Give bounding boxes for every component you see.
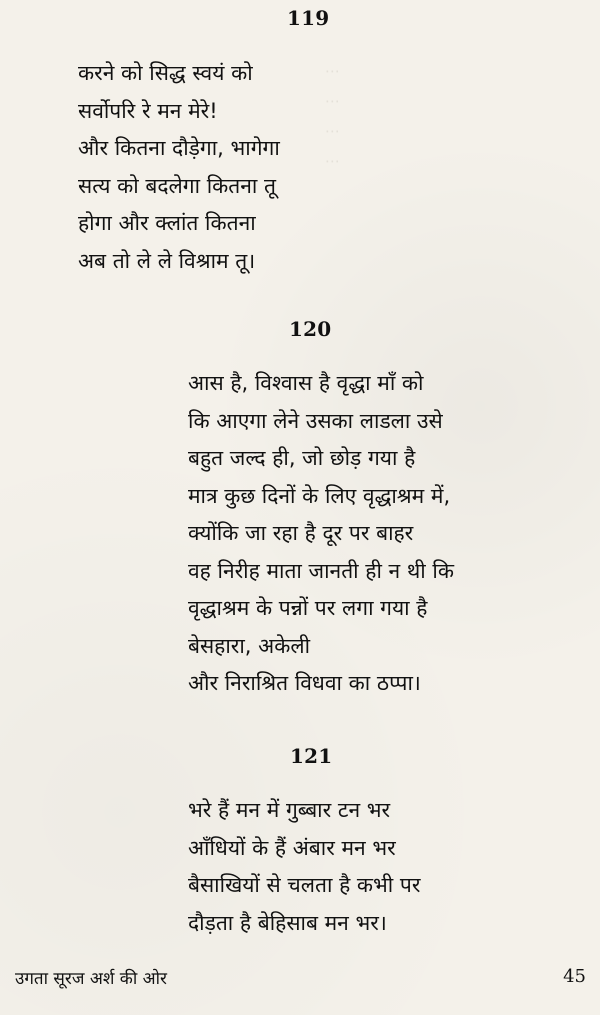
poem-line: और निराश्रित विधवा का ठप्पा।	[188, 671, 421, 695]
poem-119	[78, 55, 280, 280]
poem-line: आस है, विश्वास है वृद्धा माँ को	[188, 371, 424, 395]
poem-line: वृद्धाश्रम के पन्नों पर लगा गया है	[188, 596, 428, 620]
poem-line: कि आएगा लेने उसका लाडला उसे	[188, 408, 443, 433]
poem-line: और कितना दौड़ेगा, भागेगा	[78, 136, 280, 160]
poem-line: मात्र कुछ दिनों के लिए वृद्धाश्रम में,	[188, 483, 451, 508]
poem-number: 120	[289, 317, 332, 341]
poem-line: बैसाखियों से चलता है कभी पर	[188, 873, 421, 897]
poem-line: सर्वोपरि रे मन मेरे!	[78, 98, 218, 123]
poem-line: आँधियों के हैं अंबार मन भर	[188, 835, 396, 860]
poem-120	[188, 365, 454, 703]
poem-line: बेसहारा, अकेली	[188, 633, 311, 658]
poem-line: करने को सिद्ध स्वयं को	[78, 61, 253, 85]
page-number: 45	[563, 966, 586, 987]
show-through-text: ⋯ ⋯ ⋯ ⋯	[325, 62, 340, 170]
book-title-footer: उगता सूरज अर्श की ओर	[15, 969, 168, 989]
poem-number: 119	[287, 6, 330, 30]
poem-line: होगा और क्लांत कितना	[78, 211, 256, 235]
poem-line: दौड़ता है बेहिसाब मन भर।	[188, 910, 387, 935]
poem-line: भरे हैं मन में गुब्बार टन भर	[188, 798, 391, 822]
poem-line: वह निरीह माता जानती ही न थी कि	[188, 558, 454, 583]
poem-121	[188, 792, 420, 942]
poem-number: 121	[290, 744, 333, 768]
poem-line: अब तो ले ले विश्राम तू।	[78, 248, 256, 273]
poem-line: सत्य को बदलेगा कितना तू	[78, 173, 276, 198]
poem-line: क्योंकि जा रहा है दूर पर बाहर	[188, 521, 414, 545]
poem-line: बहुत जल्द ही, जो छोड़ गया है	[188, 446, 416, 470]
